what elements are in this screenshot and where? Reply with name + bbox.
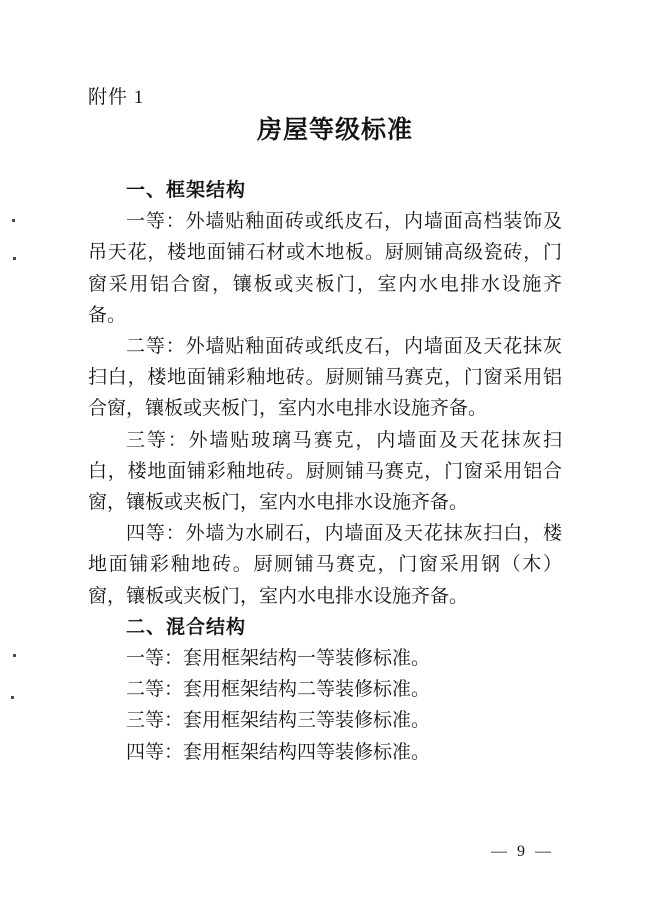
list-item-mixed-grade-3: 三等：套用框架结构三等装修标准。 [126, 710, 431, 732]
attachment-label: 附件 1 [88, 87, 145, 108]
section-heading-frame-structure: 一、框架结构 [126, 180, 247, 201]
scan-speck [11, 696, 14, 699]
section-heading-mixed-structure: 二、混合结构 [126, 616, 247, 638]
page-number: — 9 — [491, 843, 554, 860]
paragraph-frame-grade-4: 四等：外墙为水刷石，内墙面及天花抹灰扫白，楼地面铺彩釉地砖。厨厕铺马赛克，门窗采用钢（木）窗，镶板或夹板门，室内水电排水设施齐备。 [88, 523, 562, 607]
paragraph-frame-grade-1: 一等：外墙贴釉面砖或纸皮石，内墙面高档装饰及吊天花，楼地面铺石材或木地板。厨厕铺高级瓷砖，门窗采用铝合窗，镶板或夹板门，室内水电排水设施齐备。 [88, 211, 562, 326]
list-item-mixed-grade-1: 一等：套用框架结构一等装修标准。 [126, 648, 431, 670]
paragraph-frame-grade-3: 三等：外墙贴玻璃马赛克，内墙面及天花抹灰扫白，楼地面铺彩釉地砖。厨厕铺马赛克，门窗采用铝合窗，镶板或夹板门，室内水电排水设施齐备。 [88, 429, 562, 514]
paragraph-frame-grade-2: 二等：外墙贴釉面砖或纸皮石，内墙面及天花抹灰扫白，楼地面铺彩釉地砖。厨厕铺马赛克，门窗采用铝合窗，镶板或夹板门，室内水电排水设施齐备。 [88, 336, 562, 420]
scan-speck [13, 654, 16, 657]
list-item-mixed-grade-2: 二等：套用框架结构二等装修标准。 [126, 679, 431, 701]
list-item-mixed-grade-4: 四等：套用框架结构四等装修标准。 [126, 741, 431, 763]
scan-speck [12, 219, 15, 222]
document-body [88, 175, 562, 768]
scan-speck [13, 257, 16, 260]
page-title: 房屋等级标准 [256, 117, 413, 144]
